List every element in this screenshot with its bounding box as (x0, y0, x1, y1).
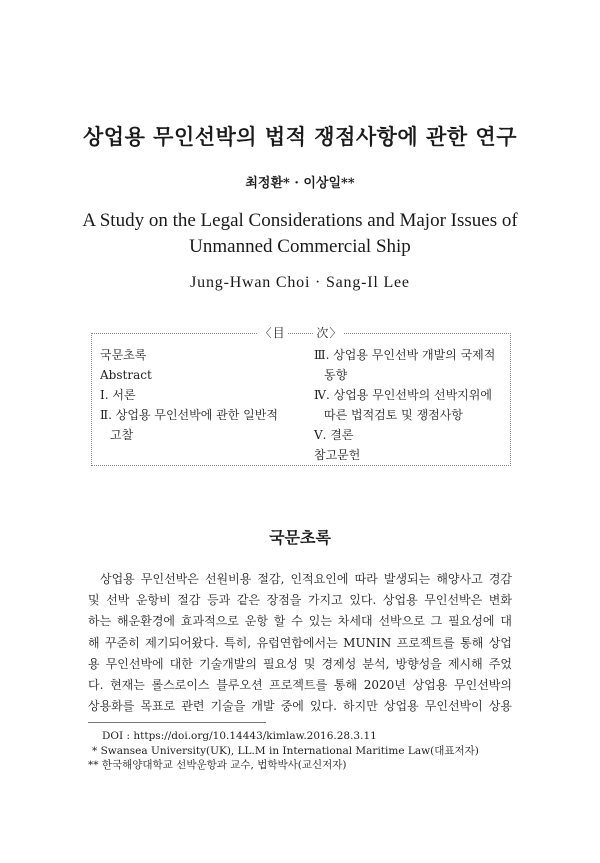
korean-title: 상업용 무인선박의 법적 쟁점사항에 관한 연구 (83, 124, 517, 149)
footnote-doi: DOI : https://doi.org/10.14443/kimlaw.2016.28.3.11 (102, 730, 377, 742)
abstract-line: 하는 해운환경에 효과적으로 운항 할 수 있는 차세대 선박으로 그 필요성에 대 (88, 614, 512, 629)
toc-heading-left: 〈目 (259, 326, 286, 340)
english-title-line-1: A Study on the Legal Considerations and Major Issues of (82, 210, 518, 231)
english-title-line-2: Unmanned Commercial Ship (189, 236, 411, 257)
toc-heading-right: 次〉 (316, 326, 343, 340)
english-authors: Jung-Hwan Choi · Sang-Il Lee (190, 274, 410, 291)
footnote-author-2: ** 한국해양대학교 선박운항과 교수, 법학박사(교신저자) (88, 759, 347, 771)
toc-item-legal-review: Ⅳ. 상업용 무인선박의 선박지위에 (314, 388, 492, 402)
abstract-line: 용 무인선박에 대한 기술개발의 필요성 및 경제성 분석, 방향성을 제시해 주었 (88, 656, 512, 671)
toc-item-international-trends: Ⅲ. 상업용 무인선박 개발의 국제적 (314, 348, 496, 362)
toc-heading (92, 325, 510, 341)
toc-item-conclusion: Ⅴ. 결론 (314, 428, 354, 442)
korean-authors: 최정환* · 이상일** (245, 176, 355, 191)
abstract-heading: 국문초록 (269, 528, 331, 547)
toc-right-column (314, 345, 512, 465)
english-title (60, 208, 540, 260)
abstract-line: 해 꾸준히 제기되어왔다. 특히, 유럽연합에서는 MUNIN 프로젝트를 통해 상업 (88, 635, 512, 650)
toc-item-references: 참고문헌 (314, 448, 361, 462)
footnote-divider (88, 722, 266, 723)
abstract-line: 상용화를 목표로 관련 기술을 개발 중에 있다. 하지만 상업용 무인선박이 상용 (88, 699, 512, 714)
footnote-author-1: * Swansea University(UK), LL.M in International Maritime Law(대표저자) (92, 744, 479, 757)
toc-item-general-review: Ⅱ. 상업용 무인선박에 관한 일반적 (100, 408, 278, 422)
footnotes (88, 729, 518, 773)
table-of-contents (91, 326, 511, 466)
abstract-line: 및 선박 운항비 절감 등과 같은 장점을 가지고 있다. 상업용 무인선박은 변화 (88, 593, 512, 608)
toc-item-abstract: Abstract (100, 368, 152, 382)
toc-item-korean-abstract: 국문초록 (100, 348, 147, 362)
abstract-line: 다. 현재는 롤스로이스 블루오션 프로젝트를 통해 2020년 상업용 무인선박의 (88, 678, 512, 693)
toc-item-general-review-cont: 고찰 (110, 428, 134, 442)
toc-item-legal-review-cont: 따른 법적검토 및 쟁점사항 (324, 408, 463, 422)
toc-left-column (100, 345, 300, 445)
toc-item-international-trends-cont: 동향 (324, 368, 348, 382)
abstract-line: 상업용 무인선박은 선원비용 절감, 인적요인에 따라 발생되는 해양사고 경감 (100, 572, 512, 586)
toc-item-introduction: Ⅰ. 서론 (100, 388, 136, 402)
abstract-body (88, 569, 512, 717)
